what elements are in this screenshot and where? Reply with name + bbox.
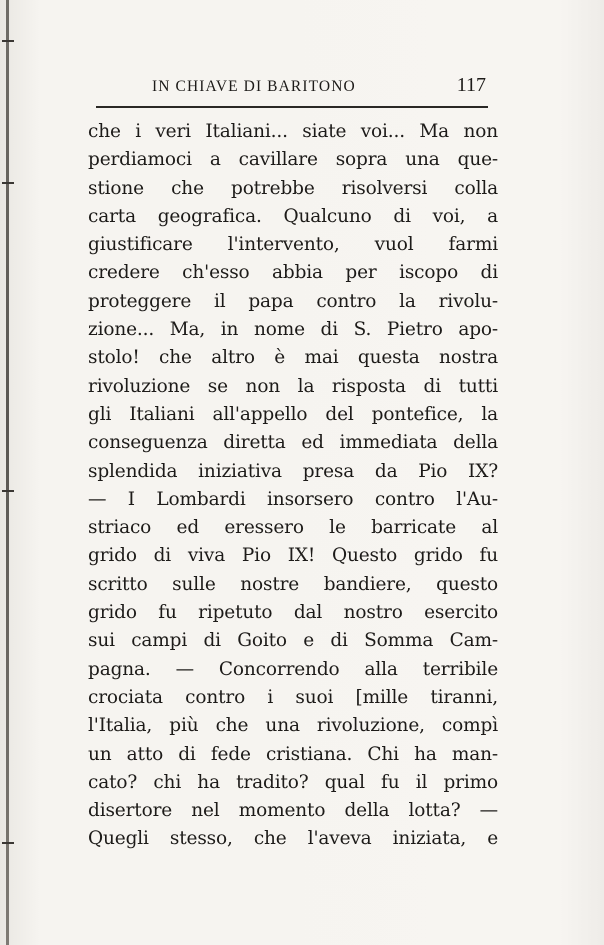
- text-line: l'Italia, più che una rivoluzione, compì: [88, 715, 498, 737]
- text-line: grido di viva Pio IX! Questo grido fu: [88, 545, 498, 567]
- text-line: proteggere il papa contro la rivolu-: [88, 290, 498, 312]
- running-title: IN CHIAVE DI BARITONO: [152, 78, 356, 95]
- text-line: giustificare l'intervento, vuol farmi: [88, 234, 498, 256]
- text-line: che i veri Italiani... siate voi... Ma non: [88, 121, 498, 142]
- binding-mark: [2, 182, 14, 184]
- text-line: scritto sulle nostre bandiere, questo: [88, 573, 498, 595]
- text-line: cato? chi ha tradito? qual fu il primo: [88, 771, 498, 793]
- text-line: perdiamoci a cavillare sopra una que-: [88, 149, 498, 171]
- text-line: sui campi di Goito e di Somma Cam-: [88, 630, 498, 652]
- text-line: rivoluzione se non la risposta di tutti: [88, 375, 498, 397]
- page-header: [96, 72, 488, 98]
- text-line: — I Lombardi insorsero contro l'Au-: [88, 488, 498, 510]
- text-line: disertore nel momento della lotta? —: [88, 800, 498, 822]
- text-line: un atto di fede cristiana. Chi ha man-: [88, 743, 498, 765]
- binding-mark: [2, 40, 14, 42]
- text-line: Quegli stesso, che l'aveva iniziata, e: [88, 828, 498, 850]
- text-line: conseguenza diretta ed immediata della: [88, 432, 498, 454]
- text-line: pagna. — Concorrendo alla terribile: [88, 658, 498, 680]
- binding-edge: [6, 0, 9, 945]
- text-line: crociata contro i suoi [mille tiranni,: [88, 686, 498, 708]
- text-line: grido fu ripetuto dal nostro esercito: [88, 602, 498, 624]
- text-line: stolo! che altro è mai questa nostra: [88, 347, 498, 369]
- header-rule: [96, 106, 488, 108]
- binding-mark: [2, 490, 14, 492]
- page-number: 117: [456, 74, 486, 96]
- text-line: credere ch'esso abbia per iscopo di: [88, 262, 498, 284]
- text-line: striaco ed eressero le barricate al: [88, 517, 498, 539]
- text-line: gli Italiani all'appello del pontefice, la: [88, 403, 498, 425]
- binding-mark: [2, 842, 14, 844]
- body-text: [88, 118, 498, 854]
- text-line: splendida iniziativa presa da Pio IX?: [88, 460, 498, 482]
- text-line: carta geografica. Qualcuno di voi, a: [88, 205, 498, 227]
- text-line: zione... Ma, in nome di S. Pietro apo-: [88, 319, 498, 341]
- text-line: stione che potrebbe risolversi colla: [88, 177, 498, 199]
